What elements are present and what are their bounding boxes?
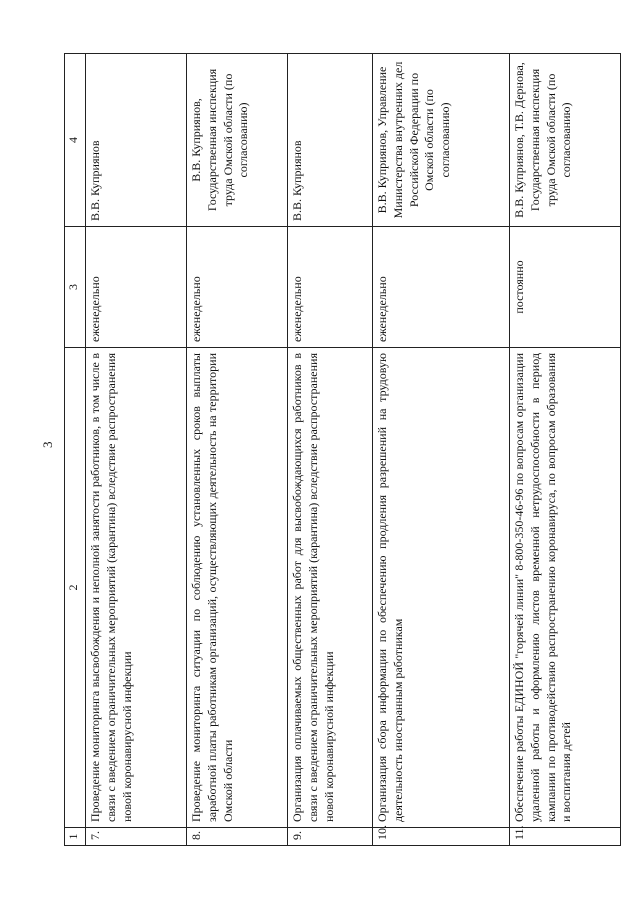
table-row [187, 54, 288, 846]
action-description: Проведение мониторинга ситуации по соблюдению установленных сроков выплаты заработной платы работникам организаций, осуществляющих деятельность на территории Омской области [187, 348, 288, 828]
column-header: 1 [65, 828, 86, 846]
table-row [510, 54, 621, 846]
table-row [288, 54, 373, 846]
table-row [373, 54, 510, 846]
frequency: еженедельно [373, 227, 510, 348]
action-description: Обеспечение работы ЕДИНОЙ "горячей линии" 8-800-350-46-96 по вопросам организации удаленной работы и оформлению листов временной нетрудоспособности в период кампании по противодействию распространению коронавируса, по вопросам образования и воспитания детей [510, 348, 621, 828]
responsible: В.В. Куприянов, Государственная инспекция труда Омской области (по согласованию) [187, 54, 288, 227]
row-number: 11. [510, 828, 621, 846]
action-plan-table [64, 53, 621, 846]
row-number: 7. [86, 828, 187, 846]
table-row [86, 54, 187, 846]
column-header: 4 [65, 54, 86, 227]
page-number: 3 [40, 441, 55, 448]
rotated-table-wrapper [64, 54, 616, 846]
responsible: В.В. Куприянов [86, 54, 187, 227]
row-number: 8. [187, 828, 288, 846]
row-number: 10. [373, 828, 510, 846]
column-header: 2 [65, 348, 86, 828]
row-number: 9. [288, 828, 373, 846]
responsible: В.В. Куприянов [288, 54, 373, 227]
responsible: В.В. Куприянов, Т.В. Дернова, Государственная инспекция труда Омской области (по согласованию) [510, 54, 621, 227]
responsible: В.В. Куприянов, Управление Министерства внутренних дел Российской Федерации по Омской области (по согласованию) [373, 54, 510, 227]
action-description: Проведение мониторинга высвобождения и неполной занятости работников, в том числе в связи с введением ограничительных мероприятий (карантина) вследствие распространения новой коронавирусной инфекции [86, 348, 187, 828]
column-header: 3 [65, 227, 86, 348]
header-row [65, 54, 86, 846]
frequency: еженедельно [187, 227, 288, 348]
action-description: Организация сбора информации по обеспечению продления разрешений на трудовую деятельность иностранным работникам [373, 348, 510, 828]
frequency: постоянно [510, 227, 621, 348]
frequency: еженедельно [288, 227, 373, 348]
action-description: Организация оплачиваемых общественных работ для высвобождающихся работников в связи с введением ограничительных мероприятий (карантина) вследствие распространения новой коронавирусной инфекции [288, 348, 373, 828]
frequency: еженедельно [86, 227, 187, 348]
